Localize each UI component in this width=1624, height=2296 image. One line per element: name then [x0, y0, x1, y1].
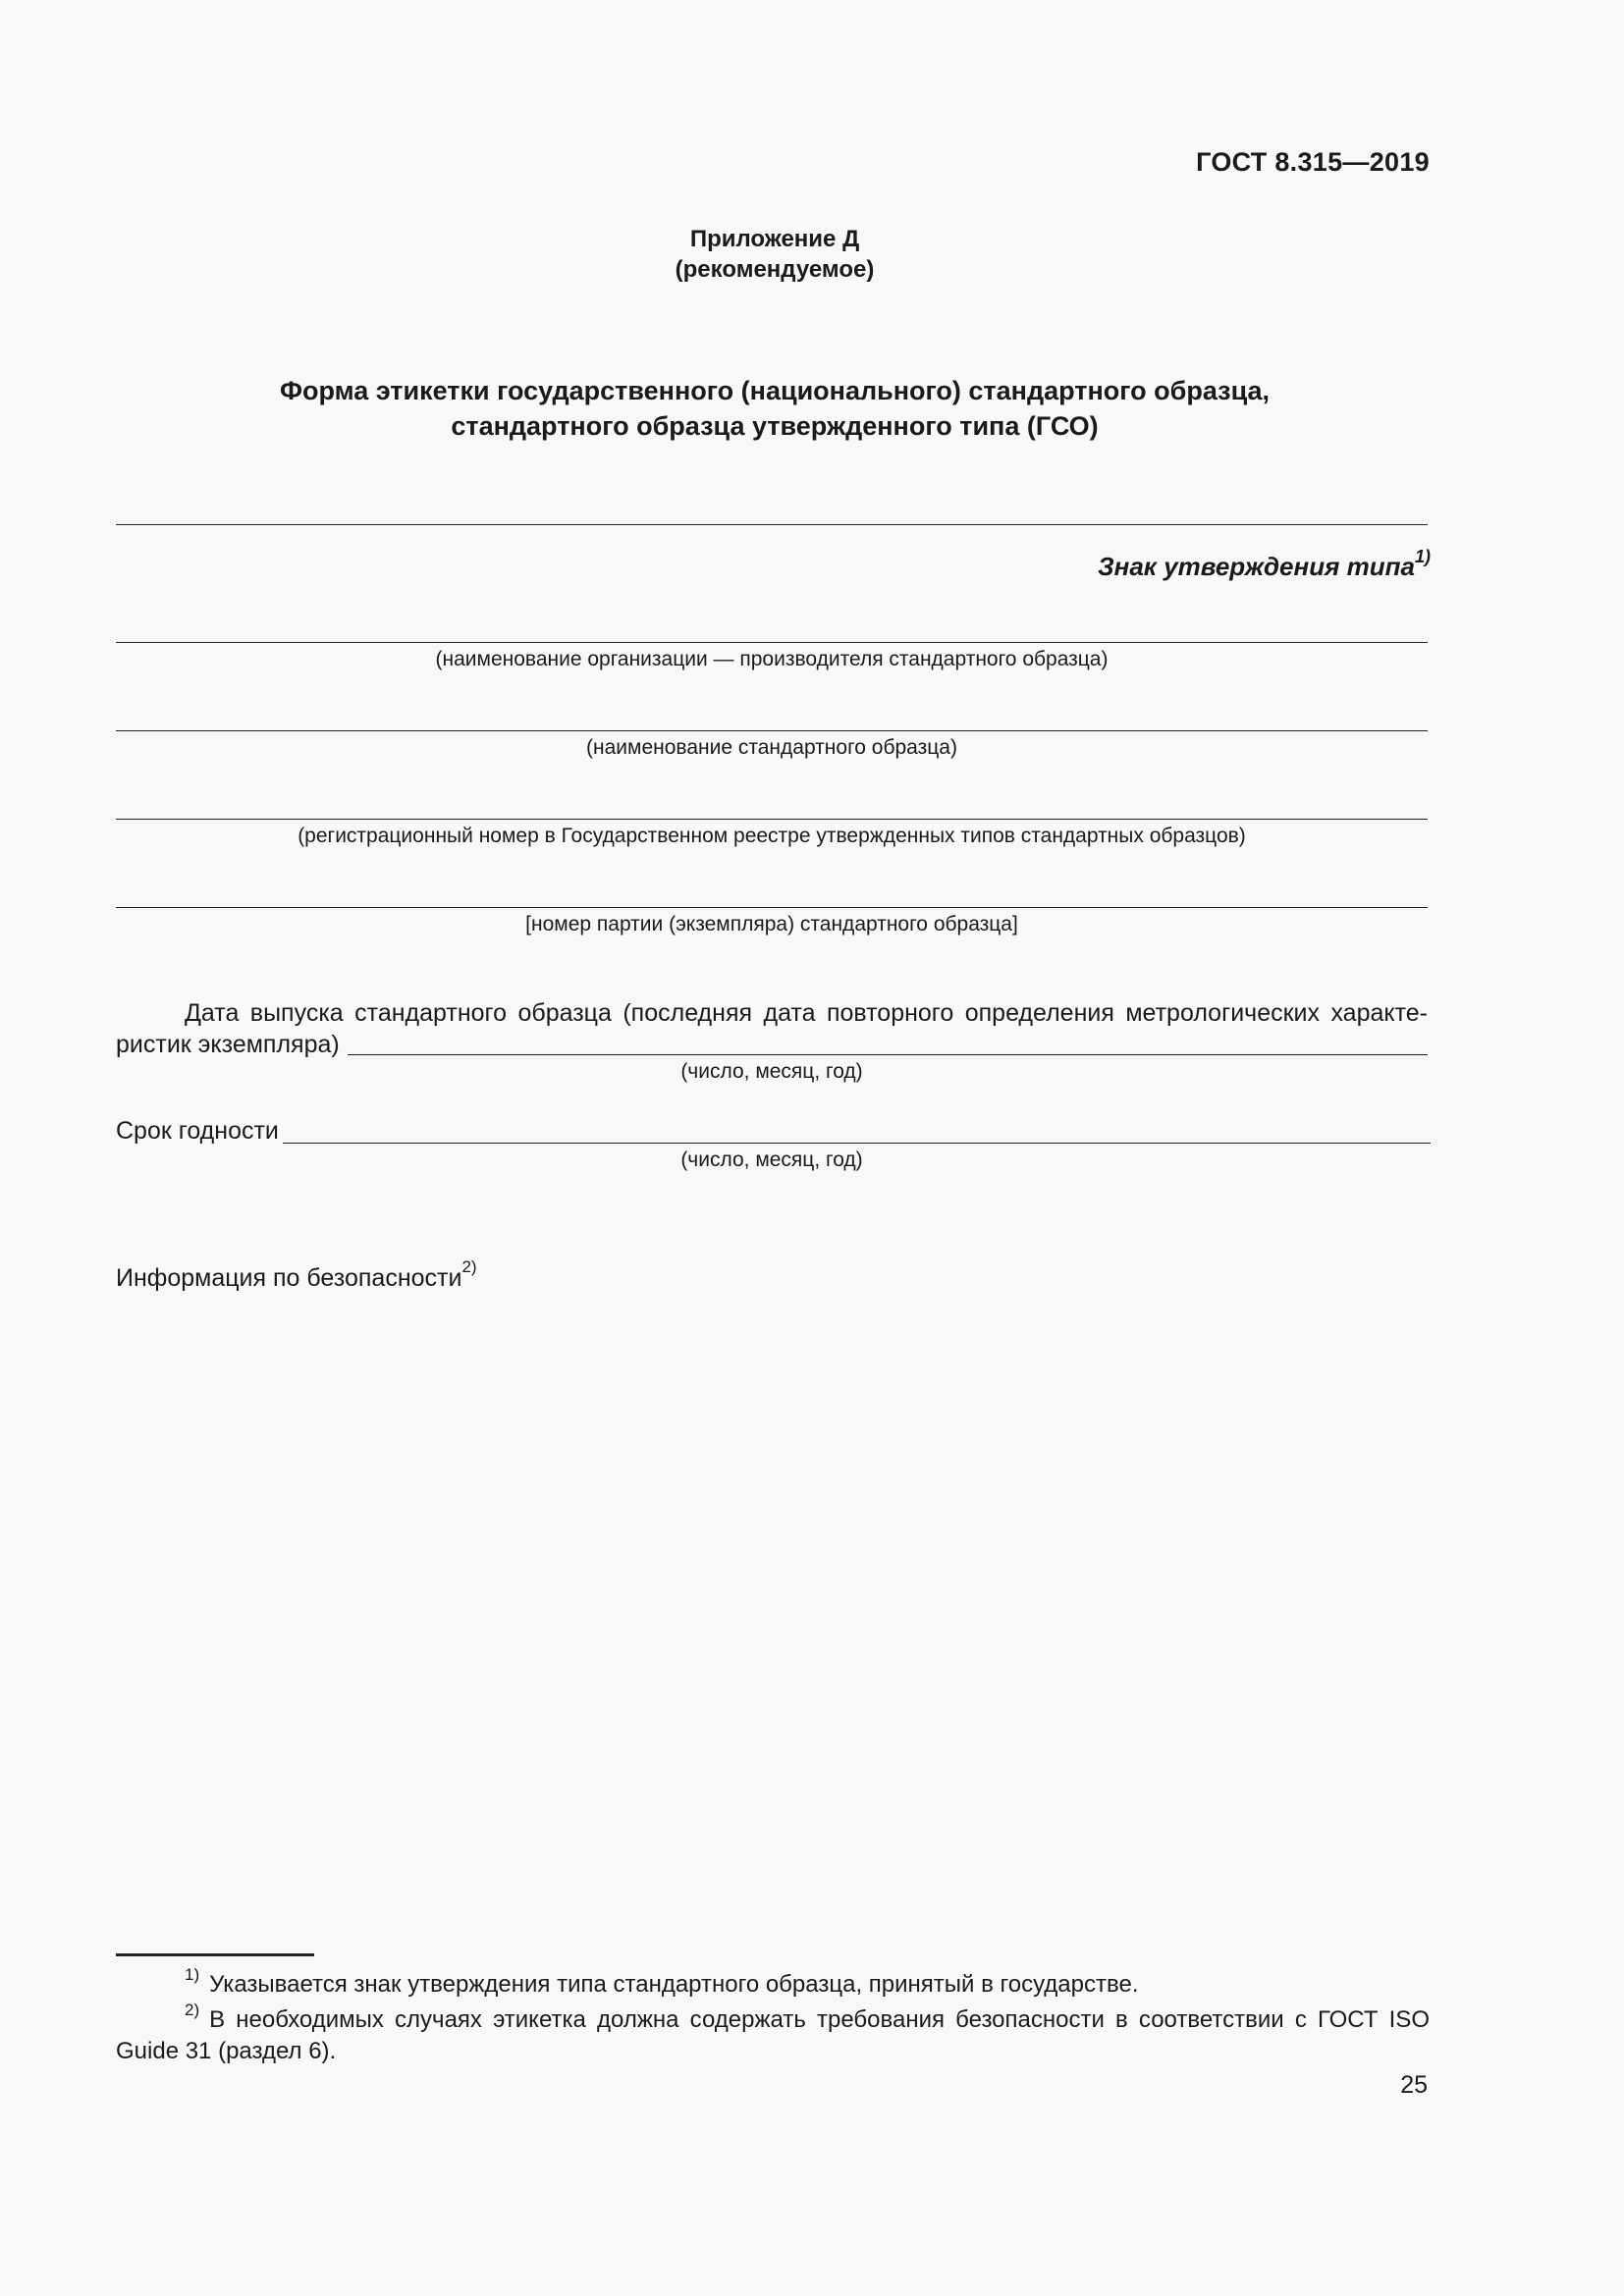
footnote-2-text: В необходимых случаях этикетка должна содержать требования безопасности в соответствии с ГОСТ ISO Guide 31 (раздел 6).: [116, 2006, 1430, 2064]
safety-info-footnote-ref: 2): [461, 1257, 477, 1276]
expiry-label: Срок годности: [116, 1117, 279, 1145]
release-date-text-line-2: ристик экземпляра): [116, 1031, 340, 1058]
safety-info-label: [116, 1257, 477, 1294]
footnote-2-mark: 2): [185, 2001, 200, 2019]
batch-caption: [номер партии (экземпляра) стандартного образца]: [525, 913, 1018, 935]
batch-field-line[interactable]: [116, 907, 1428, 908]
manufacturer-field-line[interactable]: [116, 642, 1428, 643]
registration-caption: (регистрационный номер в Государственном реестре утвержденных типов стандартных образцов): [298, 825, 1246, 847]
expiry-caption: (число, месяц, год): [680, 1148, 863, 1171]
standard-code: ГОСТ 8.315—2019: [1196, 147, 1430, 177]
registration-field-line[interactable]: [116, 819, 1428, 820]
release-date-text-line-1: Дата выпуска стандартного образца (последняя дата повторного определения метрологических характе-: [185, 999, 1428, 1027]
page-number: 25: [1400, 2071, 1428, 2099]
approval-mark-footnote-ref: 1): [1414, 547, 1431, 566]
sample-name-caption: (наименование стандартного образца): [586, 736, 957, 759]
form-title: [0, 373, 1549, 444]
expiry-field-line[interactable]: [283, 1143, 1431, 1144]
footnote-2: [116, 2001, 1430, 2067]
approval-mark-text: Знак утверждения типа: [1097, 552, 1415, 581]
footnote-1-mark: 1): [185, 1965, 200, 1984]
appendix-title: Приложение Д: [689, 226, 860, 252]
release-date-field-line[interactable]: [348, 1054, 1428, 1055]
form-title-line-2: стандартного образца утвержденного типа (ГСО): [451, 411, 1099, 441]
appendix-heading: [0, 224, 1549, 285]
sample-name-field-line[interactable]: [116, 730, 1428, 731]
footnote-separator: [116, 1953, 314, 1956]
release-date-caption: (число, месяц, год): [680, 1060, 863, 1083]
appendix-status: (рекомендуемое): [675, 256, 875, 283]
approval-mark-label: [1097, 547, 1431, 582]
top-separator-line: [116, 524, 1428, 525]
safety-info-text: Информация по безопасности: [116, 1264, 462, 1292]
manufacturer-caption: (наименование организации — производителя стандартного образца): [435, 648, 1109, 670]
form-title-line-1: Форма этикетки государственного (национального) стандартного образца,: [279, 376, 1271, 405]
footnote-1: [116, 1965, 1430, 2001]
footnote-1-text: Указывается знак утверждения типа стандартного образца, принятый в государстве.: [209, 1971, 1139, 1998]
